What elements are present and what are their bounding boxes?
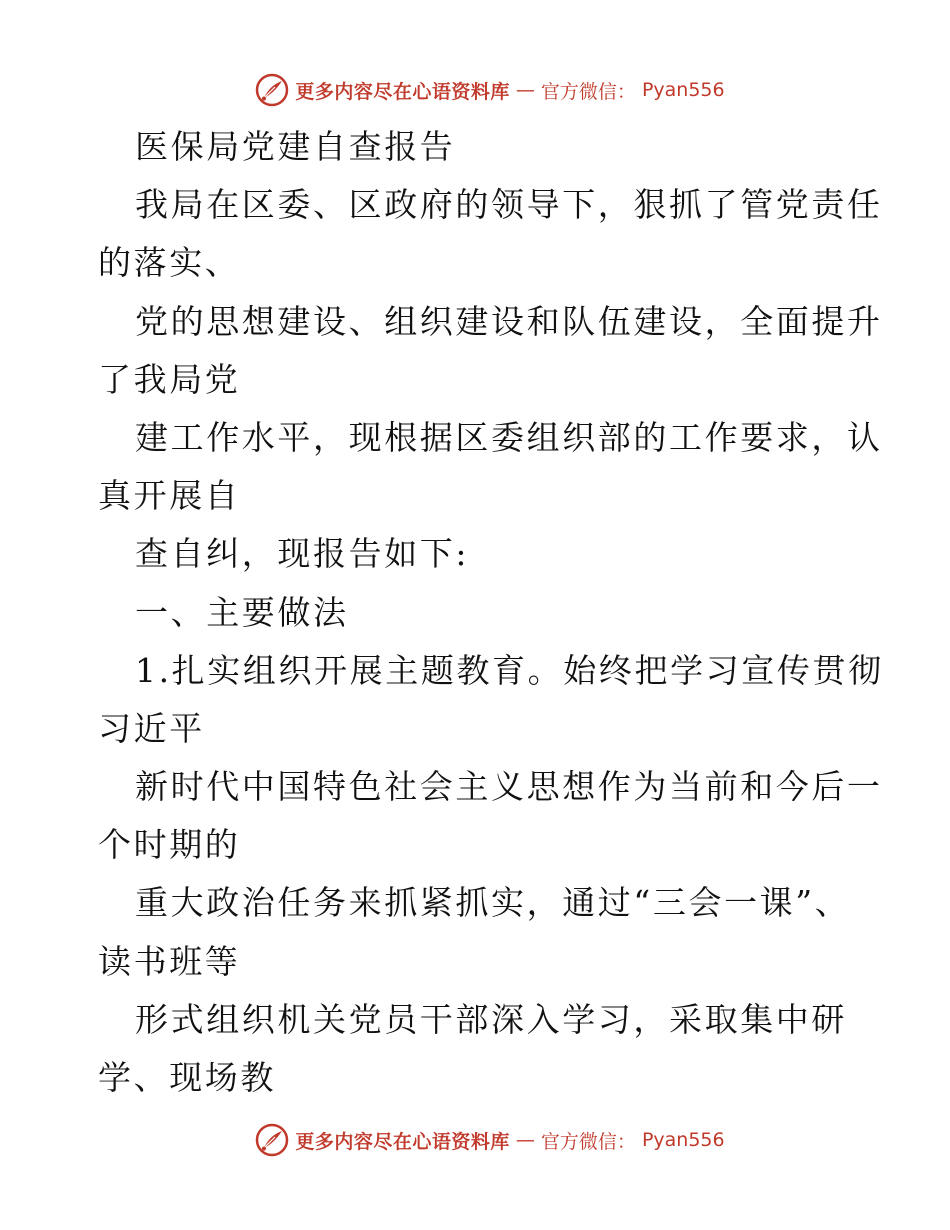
document-title: 医保局党建自查报告 [135,127,456,166]
paragraph-line: 形式组织机关党员干部深入学习，采取集中研 [135,999,847,1039]
paragraph-line: 真开展自 [98,476,241,516]
paragraph-line: 重大政治任务来抓紧抓实，通过“三会一课”、 [135,883,851,923]
header-separator: — [515,79,535,101]
footer-site-text: 更多内容尽在心语资料库 [295,1130,510,1153]
quill-logo-icon [255,73,289,107]
section-heading: 一、主要做法 [135,592,349,632]
document-body [98,118,884,1107]
header-banner [0,70,950,110]
paragraph-line: 习近平 [98,708,205,748]
paragraph-line: 的落实、 [98,243,241,283]
header-site-text: 更多内容尽在心语资料库 [295,80,510,103]
paragraph-line: 1.扎实组织开展主题教育。始终把学习宣传贯彻 [135,650,884,690]
header-wechat-id: Pyan556 [641,79,725,101]
footer-wechat-id: Pyan556 [641,1129,725,1151]
paragraph-line: 个时期的 [98,825,241,865]
footer-banner [0,1120,950,1160]
header-wechat-label: 官方微信： [540,80,636,103]
paragraph-line: 党的思想建设、组织建设和队伍建设，全面提升 [135,301,883,341]
paragraph-line: 学、现场教 [98,1058,276,1097]
paragraph-line: 我局在区委、区政府的领导下，狠抓了管党责任 [135,185,883,225]
footer-separator: — [515,1129,535,1151]
footer-wechat-label: 官方微信： [540,1130,636,1153]
paragraph-line: 了我局党 [98,359,241,399]
paragraph-line: 建工作水平，现根据区委组织部的工作要求，认 [135,417,883,457]
paragraph-line: 新时代中国特色社会主义思想作为当前和今后一 [135,767,883,807]
paragraph-line: 读书班等 [98,941,241,981]
quill-logo-icon [255,1123,289,1157]
paragraph-line: 查自纠，现报告如下: [135,534,470,574]
